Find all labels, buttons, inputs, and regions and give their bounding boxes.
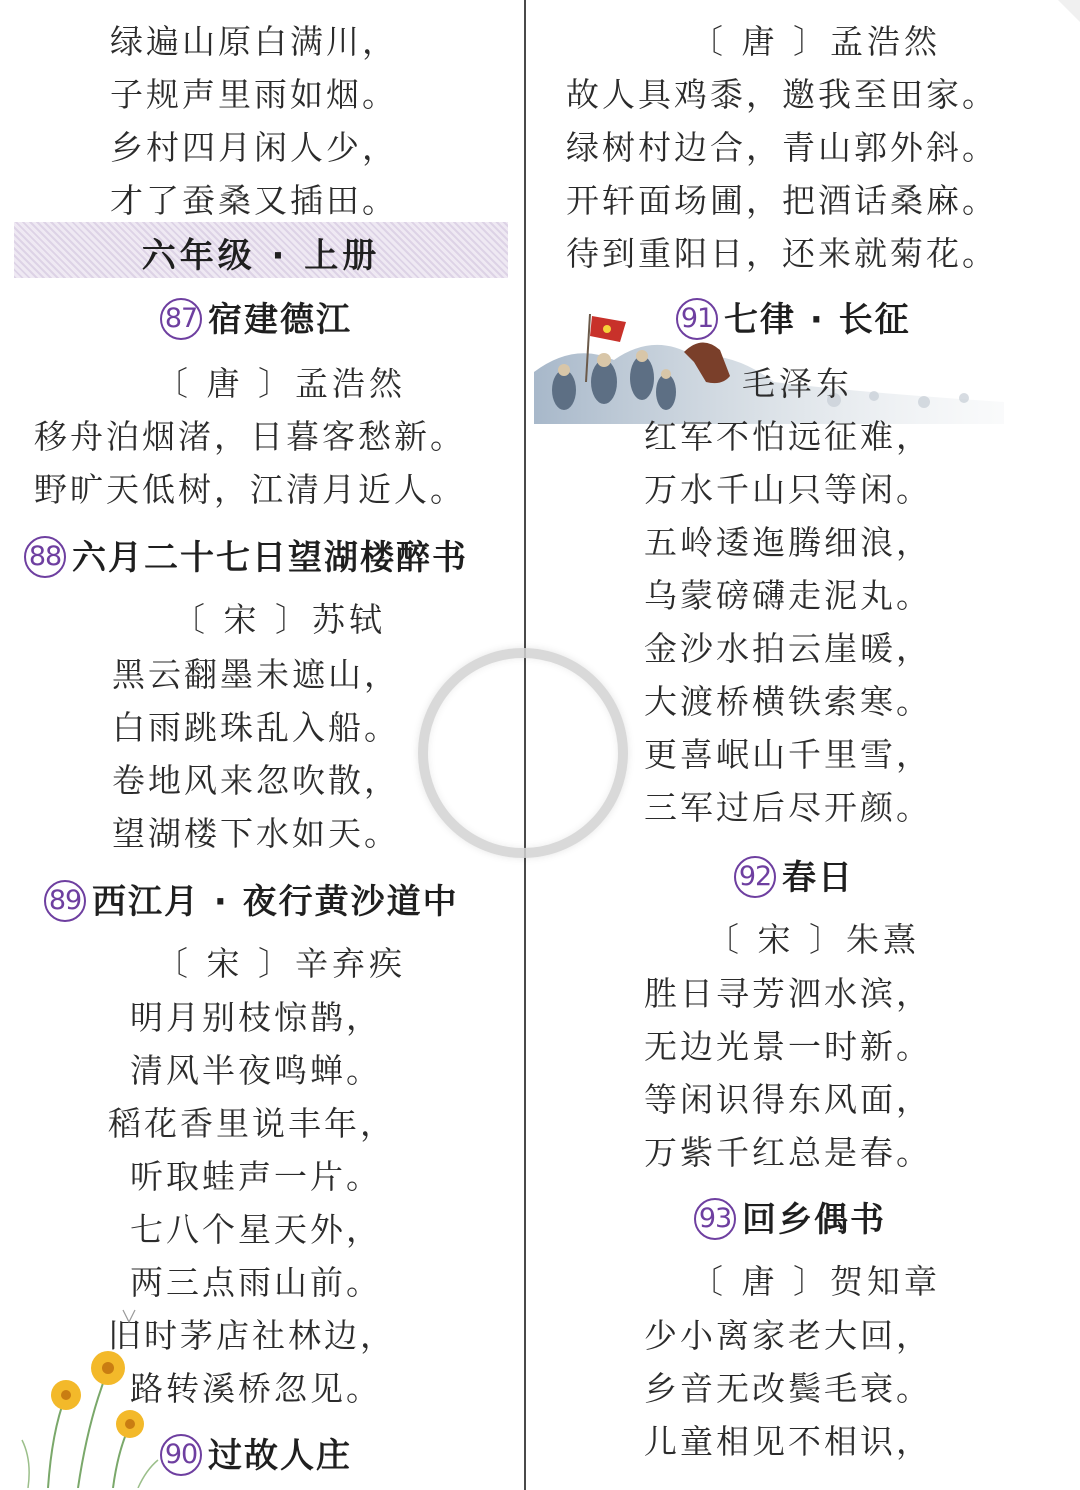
poem-title-text: 春日 bbox=[782, 858, 854, 898]
poem-author: 〔 唐 〕孟浩然 bbox=[690, 22, 941, 61]
poem-line: 无边光景一时新。 bbox=[644, 1027, 932, 1066]
poem-line: 更喜岷山千里雪， bbox=[644, 735, 932, 774]
poem-title-text: 七律 · 长征 bbox=[724, 300, 911, 340]
poem-line: 等闲识得东风面， bbox=[644, 1080, 932, 1119]
poem-author: 〔 唐 〕贺知章 bbox=[690, 1262, 941, 1301]
poem-line: 清风半夜鸣蝉。 bbox=[130, 1051, 382, 1090]
poem-title-87 bbox=[160, 298, 352, 342]
poem-line: 绿树村边合，青山郭外斜。 bbox=[566, 128, 998, 167]
poem-number-badge: 91 bbox=[676, 298, 718, 340]
poem-author: 〔 宋 〕苏轼 bbox=[172, 600, 386, 639]
prev-poem-line: 乡村四月闲人少， bbox=[110, 128, 398, 167]
yellow-flowers-illustration bbox=[18, 1300, 178, 1488]
poem-line: 胜日寻芳泗水滨， bbox=[644, 974, 932, 1013]
poem-number-badge: 92 bbox=[734, 856, 776, 898]
poem-number-badge: 93 bbox=[694, 1198, 736, 1240]
poem-line: 待到重阳日，还来就菊花。 bbox=[566, 234, 998, 273]
poem-line: 黑云翻墨未遮山， bbox=[112, 655, 400, 694]
poem-author: 〔 宋 〕辛弃疾 bbox=[155, 944, 406, 983]
poem-line: 稻花香里说丰年， bbox=[108, 1104, 396, 1143]
poem-line: 开轩面场圃，把酒话桑麻。 bbox=[566, 181, 998, 220]
poem-line: 野旷天低树，江清月近人。 bbox=[34, 470, 466, 509]
poem-line: 白雨跳珠乱入船。 bbox=[112, 708, 400, 747]
poem-author: 〔 宋 〕朱熹 bbox=[706, 920, 920, 959]
poem-line: 金沙水拍云崖暖， bbox=[644, 629, 932, 668]
prev-poem-line: 子规声里雨如烟。 bbox=[110, 75, 398, 114]
page-corner-fold bbox=[1058, 0, 1080, 22]
poem-title-91 bbox=[676, 298, 911, 342]
poem-title-88 bbox=[24, 536, 468, 580]
poem-line: 乡音无改鬓毛衰。 bbox=[644, 1369, 932, 1408]
poem-line: 旧时茅店社林边， bbox=[108, 1316, 396, 1355]
poem-line: 红军不怕远征难， bbox=[644, 417, 932, 456]
prev-poem-line: 才了蚕桑又插田。 bbox=[110, 181, 398, 220]
poem-line: 万水千山只等闲。 bbox=[644, 470, 932, 509]
poem-title-text: 西江月 · 夜行黄沙道中 bbox=[92, 882, 459, 922]
poem-title-92 bbox=[734, 856, 854, 900]
poem-title-text: 过故人庄 bbox=[208, 1436, 352, 1476]
poem-line: 大渡桥横铁索寒。 bbox=[644, 682, 932, 721]
grade-section-header bbox=[14, 222, 508, 278]
poem-author: 毛泽东 bbox=[742, 364, 853, 403]
poem-author: 〔 唐 〕孟浩然 bbox=[155, 364, 406, 403]
poem-line: 两三点雨山前。 bbox=[130, 1263, 382, 1302]
poem-title-90 bbox=[160, 1434, 352, 1478]
poem-title-93 bbox=[694, 1198, 886, 1242]
poem-number-badge: 88 bbox=[24, 536, 66, 578]
poem-line: 望湖楼下水如天。 bbox=[112, 814, 400, 853]
loading-spinner-icon bbox=[418, 648, 628, 858]
poem-title-text: 回乡偶书 bbox=[742, 1200, 886, 1240]
poem-line: 儿童相见不相识， bbox=[644, 1422, 932, 1461]
poem-line: 卷地风来忽吹散， bbox=[112, 761, 400, 800]
poem-line: 万紫千红总是春。 bbox=[644, 1133, 932, 1172]
poem-number-badge: 89 bbox=[44, 880, 86, 922]
poem-line: 听取蛙声一片。 bbox=[130, 1157, 382, 1196]
poem-line: 明月别枝惊鹊， bbox=[130, 998, 382, 1037]
poem-line: 路转溪桥忽见。 bbox=[130, 1369, 382, 1408]
poem-line: 故人具鸡黍，邀我至田家。 bbox=[566, 75, 998, 114]
prev-poem-line: 绿遍山原白满川， bbox=[110, 22, 398, 61]
poem-line: 五岭逶迤腾细浪， bbox=[644, 523, 932, 562]
poem-line: 三军过后尽开颜。 bbox=[644, 788, 932, 827]
poem-line: 七八个星天外， bbox=[130, 1210, 382, 1249]
poem-line: 移舟泊烟渚，日暮客愁新。 bbox=[34, 417, 466, 456]
poem-number-badge: 87 bbox=[160, 298, 202, 340]
poem-line: 少小离家老大回， bbox=[644, 1316, 932, 1355]
poem-number-badge: 90 bbox=[160, 1434, 202, 1476]
poem-title-89 bbox=[44, 880, 459, 924]
poem-title-text: 宿建德江 bbox=[208, 300, 352, 340]
grade-section-label: 六年级 · 上册 bbox=[141, 236, 381, 276]
poem-title-text: 六月二十七日望湖楼醉书 bbox=[72, 538, 468, 578]
poem-line: 乌蒙磅礴走泥丸。 bbox=[644, 576, 932, 615]
